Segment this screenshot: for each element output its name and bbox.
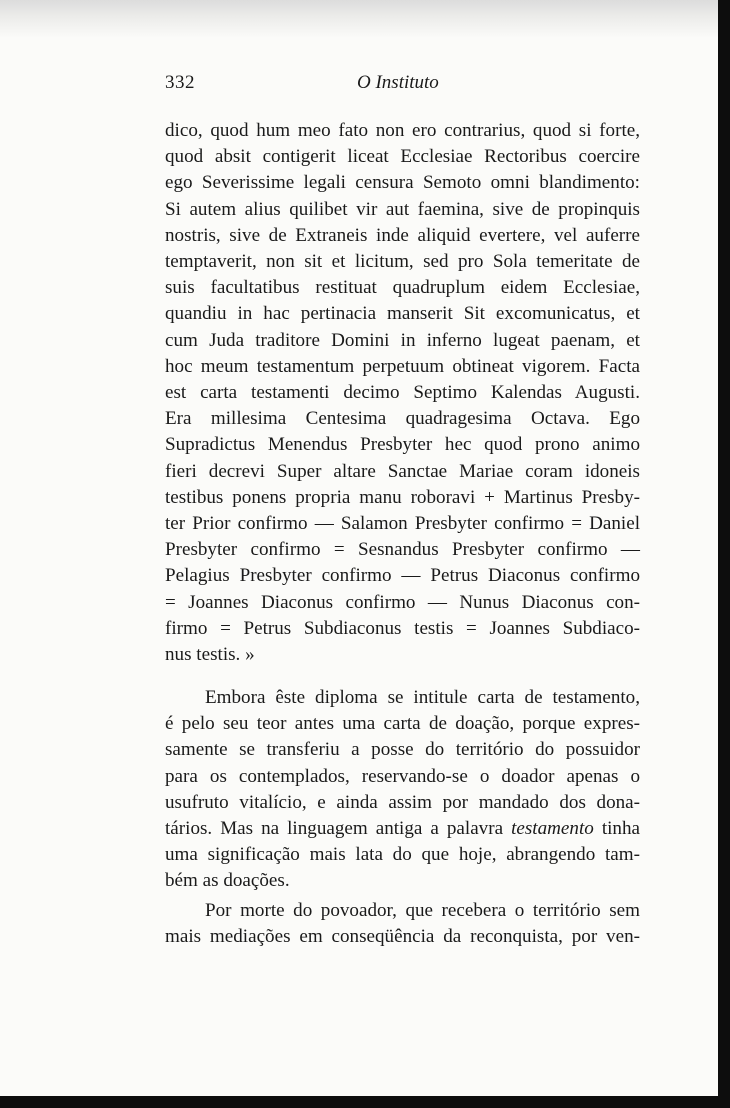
text-line: Era millesima Centesima quadragesima Octava. Ego (165, 408, 640, 430)
text-line: mais mediações em conseqüência da reconquista, por ven- (165, 926, 640, 948)
text-line: Presbyter confirmo = Sesnandus Presbyter confirmo — (165, 539, 640, 561)
line-end: tinha (593, 818, 641, 840)
text-line: est carta testamenti decimo Septimo Kalendas Augusti. (165, 382, 640, 404)
text-line: cum Juda traditore Domini in inferno lugeat paenam, et (165, 329, 640, 351)
text-line: = Joannes Diaconus confirmo — Nunus Diaconus con- (165, 591, 640, 613)
text-line: suis facultatibus restituat quadruplum eidem Ecclesiae, (165, 277, 640, 299)
emphasized-word: testamento (511, 818, 594, 840)
text-line: nostris, sive de Extraneis inde aliquid evertere, vel auferre (165, 224, 640, 246)
text-line: usufruto vitalício, e ainda assim por mandado dos dona- (165, 791, 640, 813)
text-line: quandiu in hac pertinacia manserit Sit excomunicatus, et (165, 303, 640, 325)
scan-top-shading (0, 0, 718, 38)
text-line: ego Severissime legali censura Semoto omni blandimento: (165, 172, 640, 194)
line-start: tários. Mas na linguagem antiga a palavra (165, 818, 512, 840)
running-title: O Instituto (357, 72, 439, 93)
text-line: hoc meum testamentum perpetuum obtineat vigorem. Facta (165, 355, 640, 377)
text-line: nus testis. » (165, 644, 255, 666)
text-line: Pelagius Presbyter confirmo — Petrus Diaconus confirmo (165, 565, 640, 587)
text-line: dico, quod hum meo fato non ero contrarius, quod si forte, (165, 120, 640, 141)
text-line: fieri decrevi Super altare Sanctae Mariae coram idoneis (165, 460, 640, 482)
text-line: ter Prior confirmo — Salamon Presbyter confirmo = Daniel (165, 513, 640, 535)
text-line: para os contemplados, reservando-se o doador apenas o (165, 765, 640, 787)
text-line: bém as doações. (165, 870, 290, 892)
text-line: samente se transferiu a posse do território do possuidor (165, 739, 640, 761)
text-line: Supradictus Menendus Presbyter hec quod prono animo (165, 434, 640, 456)
text-line: é pelo seu teor antes uma carta de doação, porque expres- (165, 713, 640, 735)
text-line: Embora êste diploma se intitule carta de testamento, (205, 687, 640, 708)
page-header (165, 72, 640, 98)
text-line: Por morte do povoador, que recebera o território sem (205, 900, 640, 921)
text-line: testibus ponens propria manu roboravi + Martinus Presby- (165, 486, 640, 508)
latin-charter-quotation (165, 118, 640, 668)
text-line: uma significação mais lata do que hoje, abrangendo tam- (165, 844, 640, 866)
text-line: Si autem alius quilibet vir aut faemina, sive de propinquis (165, 198, 640, 220)
paragraph-por-morte (165, 898, 640, 950)
paragraph-embora (165, 685, 640, 895)
text-line: firmo = Petrus Subdiaconus testis = Joannes Subdiaco- (165, 617, 640, 639)
text-line: quod absit contigerit liceat Ecclesiae Rectoribus coercire (165, 146, 640, 168)
page-number: 332 (165, 72, 195, 93)
text-line-with-emphasis (165, 816, 640, 842)
text-line: temptaverit, non sit et licitum, sed pro Sola temeritate de (165, 251, 640, 273)
